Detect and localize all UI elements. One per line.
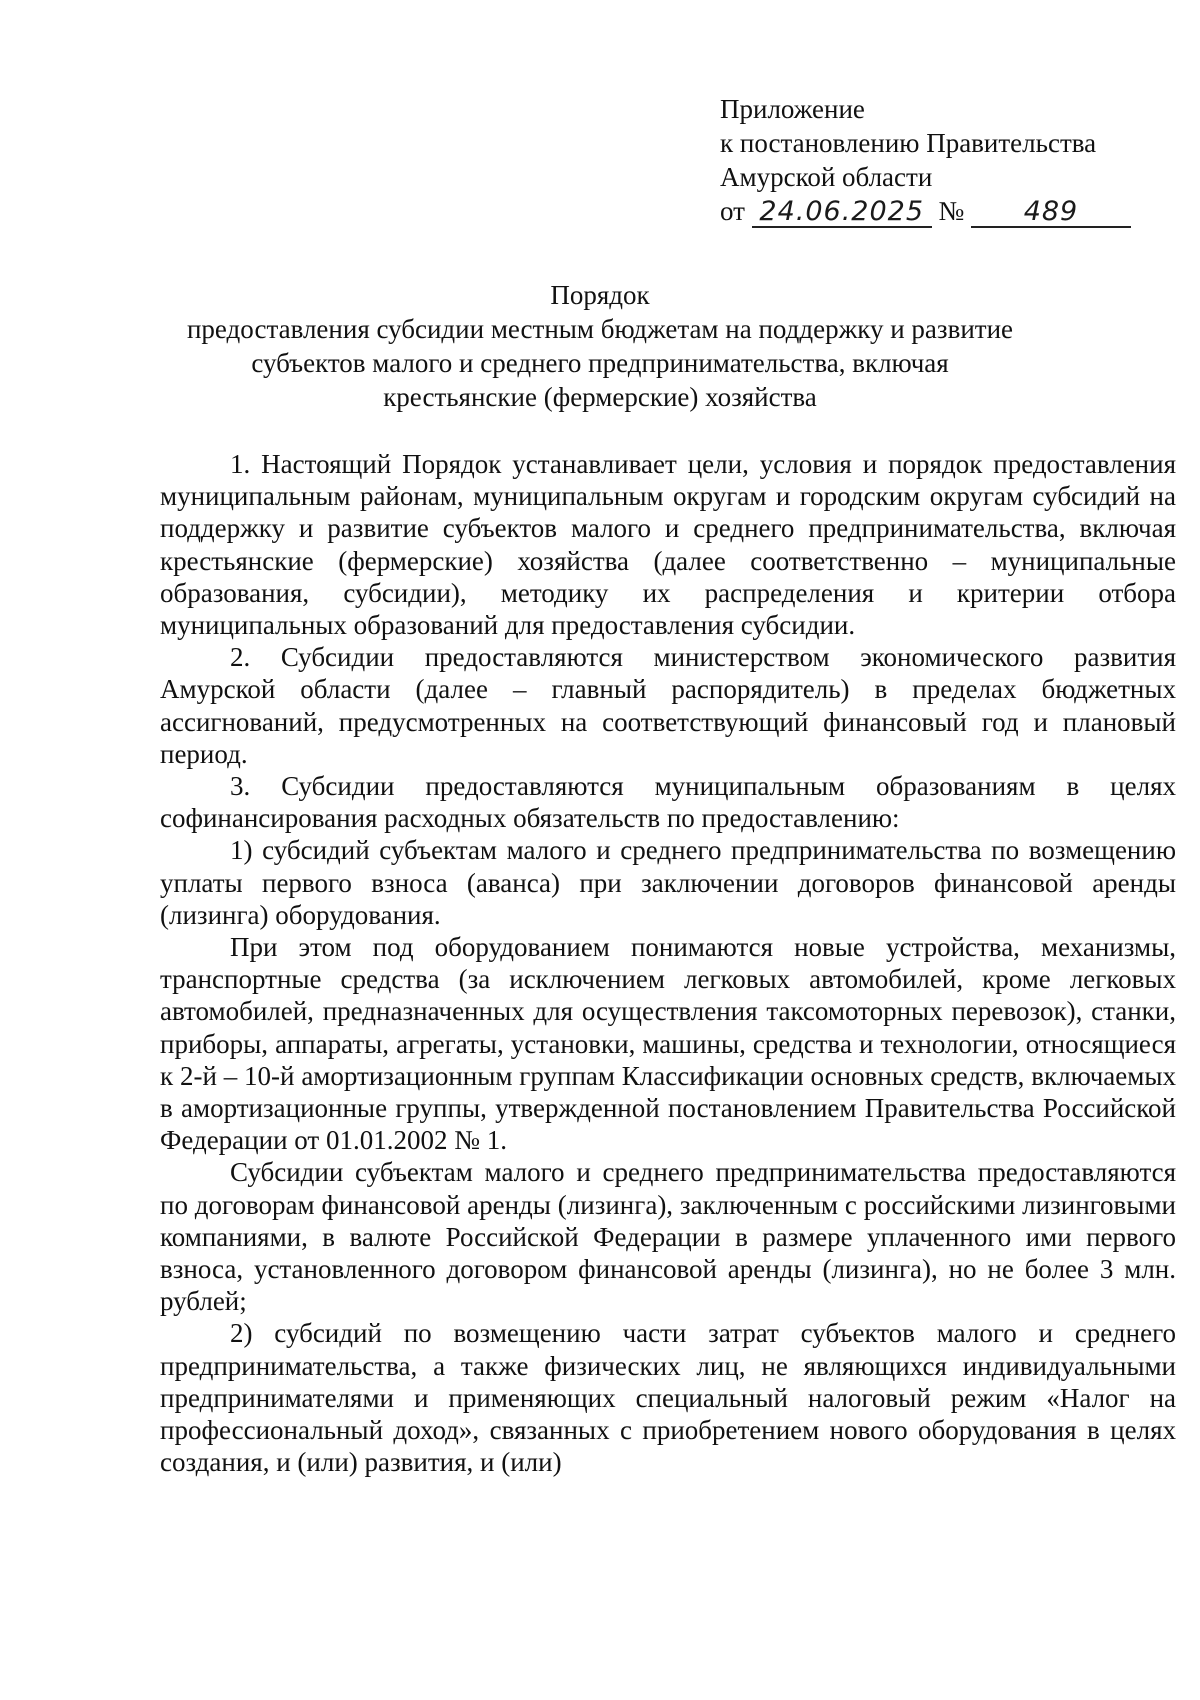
paragraph-2: 2. Субсидии предоставляются министерством экономического развития Амурской области (далее – главный распорядитель) в пределах бюджетных ассигнований, предусмотренных на соответствующий финансовый год и плановый период. bbox=[160, 642, 1176, 769]
handwritten-date: 24.06.2025 bbox=[752, 198, 932, 228]
paragraph-3: 3. Субсидии предоставляются муниципальным образованиям в целях софинансирования расходных обязательств по предоставлению: bbox=[160, 771, 1176, 834]
paragraph-3-item-1: 1) субсидий субъектам малого и среднего предпринимательства по возмещению уплаты первого взноса (аванса) при заключении договоров финансовой аренды (лизинга) оборудования. bbox=[160, 835, 1176, 930]
appendix-line-2: к постановлению Правительства bbox=[720, 128, 1097, 158]
title-line-3: крестьянские (фермерские) хозяйства bbox=[383, 382, 817, 412]
number-label: № bbox=[938, 196, 965, 226]
paragraph-subsidy-terms: Субсидии субъектам малого и среднего предпринимательства предоставляются по договорам финансовой аренды (лизинга), заключенным с российскими лизинговыми компаниями, в валюте Российской Федерации в размере уплаченного ими первого взноса, установленного договором финансовой аренды (лизинга), но не более 3 млн. рублей; bbox=[160, 1157, 1176, 1317]
document-title bbox=[150, 278, 1050, 414]
appendix-line-3: Амурской области bbox=[720, 162, 933, 192]
date-prefix: от bbox=[720, 196, 745, 226]
appendix-block bbox=[720, 92, 1160, 228]
paragraph-3-item-2: 2) субсидий по возмещению части затрат субъектов малого и среднего предпринимательства, а также физических лиц, не являющихся индивидуальными предпринимателями и применяющих специальный налоговый режим «Налог на профессиональный доход», связанных с приобретением нового оборудования в целях создания, и (или) развития, и (или) bbox=[160, 1318, 1176, 1478]
title-heading: Порядок bbox=[550, 280, 650, 310]
appendix-line-1: Приложение bbox=[720, 94, 865, 124]
document-body bbox=[160, 448, 1176, 1479]
title-line-1: предоставления субсидии местным бюджетам на поддержку и развитие bbox=[186, 314, 1014, 344]
paragraph-equipment-definition: При этом под оборудованием понимаются новые устройства, механизмы, транспортные средства (за исключением легковых автомобилей, кроме легковых автомобилей, предназначенных для осуществления таксомоторных перевозок), станки, приборы, аппараты, агрегаты, установки, машины, средства и технологии, относящиеся к 2-й – 10-й амортизационным группам Классификации основных средств, включаемых в амортизационные группы, утвержденной постановлением Правительства Российской Федерации от 01.01.2002 № 1. bbox=[160, 932, 1176, 1156]
title-line-2: субъектов малого и среднего предпринимательства, включая bbox=[251, 348, 949, 378]
handwritten-number: 489 bbox=[971, 198, 1131, 228]
paragraph-1: 1. Настоящий Порядок устанавливает цели, условия и порядок предоставления муниципальным районам, муниципальным округам и городским округам субсидий на поддержку и развитие субъектов малого и среднего предпринимательства, включая крестьянские (фермерские) хозяйства (далее соответственно – муниципальные образования, субсидии), методику их распределения и критерии отбора муниципальных образований для предоставления субсидии. bbox=[160, 449, 1176, 641]
appendix-date-line bbox=[720, 194, 1160, 228]
